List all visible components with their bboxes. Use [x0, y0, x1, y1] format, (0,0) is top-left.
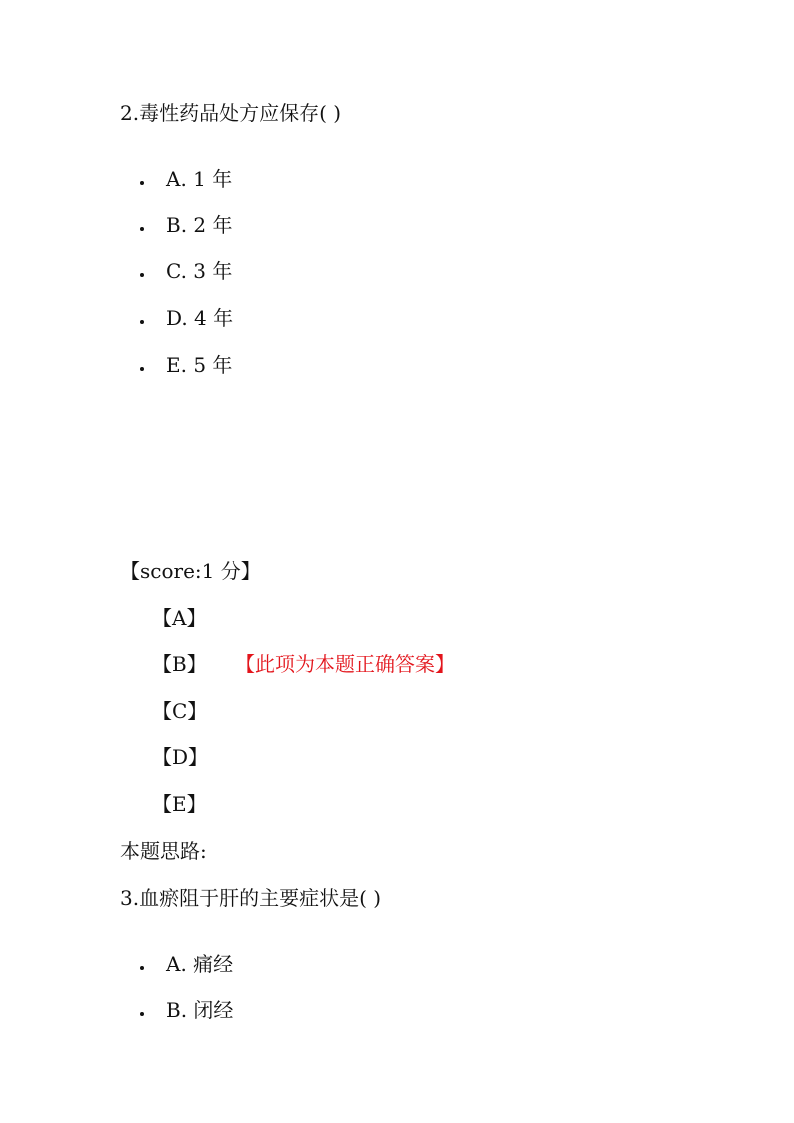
question-3-title: 3.血瘀阻于肝的主要症状是( )	[120, 886, 382, 910]
bullet-icon	[140, 273, 144, 277]
bullet-icon	[140, 966, 144, 970]
answer-a: 【A】	[152, 606, 207, 630]
correct-answer-note: 【此项为本题正确答案】	[235, 652, 455, 676]
option-label: D. 4 年	[166, 306, 234, 330]
thinking-label: 本题思路:	[120, 839, 207, 863]
score-label: 【score:1 分】	[120, 559, 261, 583]
question-2-title: 2.毒性药品处方应保存( )	[120, 101, 342, 125]
option-label: C. 3 年	[166, 259, 233, 283]
question-2-option-a	[140, 165, 232, 193]
option-label: B. 闭经	[166, 998, 234, 1022]
question-2-option-d	[140, 304, 233, 332]
answer-d: 【D】	[152, 745, 209, 769]
bullet-icon	[140, 320, 144, 324]
question-2-option-c	[140, 257, 232, 285]
bullet-icon	[140, 367, 144, 371]
option-label: E. 5 年	[166, 353, 233, 377]
question-3-option-a	[140, 950, 233, 978]
bullet-icon	[140, 1012, 144, 1016]
answer-b: 【B】	[152, 652, 207, 676]
answer-e: 【E】	[152, 792, 207, 816]
question-2-option-b	[140, 211, 233, 239]
option-label: A. 痛经	[166, 952, 234, 976]
question-3-option-b	[140, 996, 233, 1024]
question-2-option-e	[140, 351, 232, 379]
bullet-icon	[140, 181, 144, 185]
option-label: A. 1 年	[166, 167, 233, 191]
answer-c: 【C】	[152, 699, 208, 723]
bullet-icon	[140, 227, 144, 231]
option-label: B. 2 年	[166, 213, 233, 237]
